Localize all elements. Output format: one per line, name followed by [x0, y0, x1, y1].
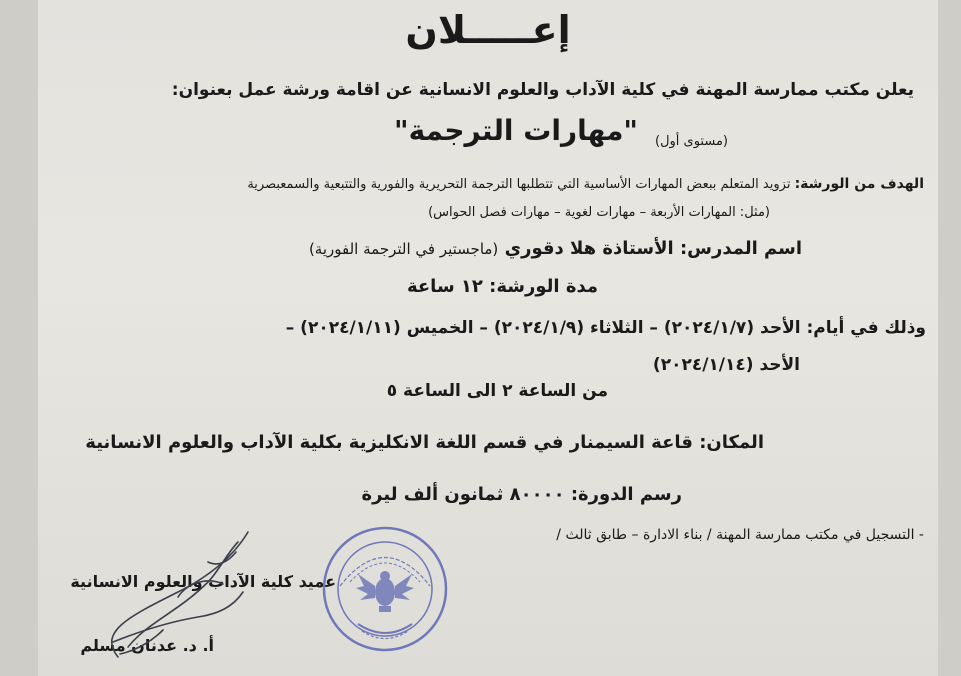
workshop-place: المكان: قاعة السيمنار في قسم اللغة الانكليزية بكلية الآداب والعلوم الانسانية: [85, 432, 764, 453]
workshop-level: (مستوى أول): [655, 134, 728, 149]
teacher-name: الأستاذة هلا دقوري: [504, 238, 674, 259]
workshop-fee: رسم الدورة: ٨٠٠٠٠ ثمانون ألف ليرة: [361, 484, 682, 505]
workshop-title: "مهارات الترجمة": [393, 114, 638, 147]
dean-signature: [58, 522, 278, 662]
workshop-hours: من الساعة ٢ الى الساعة ٥: [386, 381, 608, 401]
teacher-line: [309, 238, 802, 259]
teacher-label: اسم المدرس:: [679, 238, 802, 259]
announcement-title: إعـــــلان: [405, 8, 571, 52]
goal-examples: (مثل: المهارات الأربعة – مهارات لغوية – مهارات فصل الحواس): [428, 205, 770, 220]
goal-line: [247, 176, 924, 192]
goal-text: تزويد المتعلم ببعض المهارات الأساسية التي تتطلبها الترجمة التحريرية والفورية والتتبعية والسمعبصرية: [247, 177, 791, 192]
workshop-duration: مدة الورشة: ١٢ ساعة: [406, 276, 598, 297]
goal-label: الهدف من الورشة:: [794, 176, 924, 192]
dean-name: أ. د. عدنان مسلم: [80, 636, 214, 655]
teacher-degree: (ماجستير في الترجمة الفورية): [308, 240, 499, 258]
registration-info: - التسجيل في مكتب ممارسة المهنة / بناء الادارة – طابق ثالث /: [556, 527, 924, 543]
announcement-paper: [38, 0, 938, 676]
official-stamp: [320, 524, 450, 654]
dean-title: عميد كلية الآداب والعلوم الانسانية: [70, 572, 336, 591]
workshop-days-line1: وذلك في أيام: الأحد (٢٠٢٤/١/٧) – الثلاثاء (٢٠٢٤/١/٩) – الخميس (٢٠٢٤/١/١١) –: [285, 318, 926, 338]
workshop-days-line2: الأحد (٢٠٢٤/١/١٤): [652, 355, 800, 375]
intro-text: يعلن مكتب ممارسة المهنة في كلية الآداب والعلوم الانسانية عن اقامة ورشة عمل بعنوان:: [171, 80, 914, 100]
